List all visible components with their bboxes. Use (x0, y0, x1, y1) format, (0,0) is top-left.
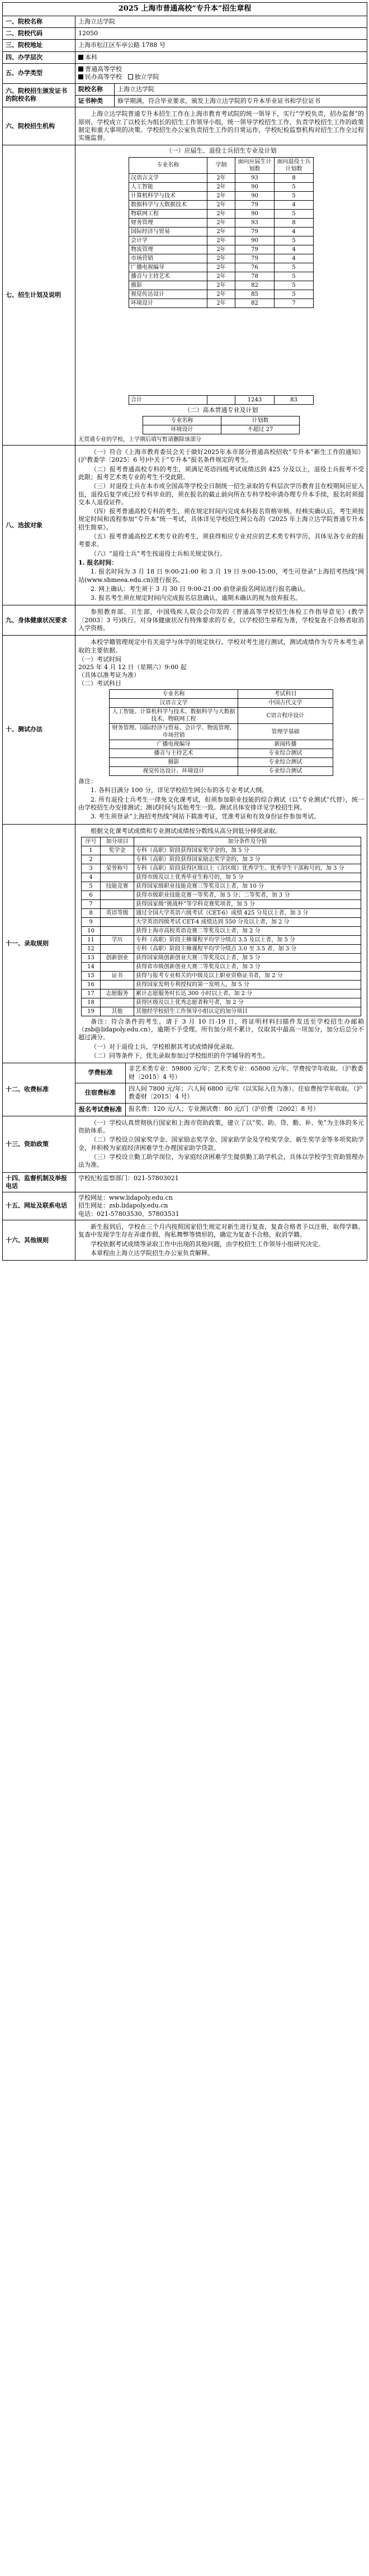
plan-veteran: 7 (275, 299, 314, 307)
bonus-row (82, 989, 361, 998)
org-text: 上海立达学院普通专升本招生工作在上海市教育考试院的统一领导下，实行“学校负责，招办监督”的原则，学校成立了以校长为组长的招生工作领导小组，统一领导学校招生工作，负责学校招生工作的政策制定和重大事项的决策。学校招生办公室负责招生工作的日常运作，学校纪检监察机构对招生工作全过程实施监督。 (78, 110, 365, 142)
admission-paragraph: 备注：符合条件的考生，请于 3 月 10 日-19 日，将证明材料扫描件发送至学校招生办邮箱（zsb@lidapoly.edu.cn），逾期不予受理。所有加分项不累计，仅取其中最高一项加分，加分后总分不超过满分。 (78, 1017, 365, 1041)
plan-major: 财务管理 (129, 218, 207, 227)
bonus-condition: 专科（高职）阶段获得区级以上（含区级）优秀学生、优秀学生干部称号的，加 3 分 (134, 864, 361, 873)
plan-row (129, 227, 314, 236)
health-label: 九、身体健康状况要求 (3, 605, 75, 636)
cert-type-label: 证书种类 (75, 96, 115, 107)
targets-label: 八、选拔对象 (3, 446, 75, 605)
plan-header-veteran: 面向退役士兵计划数 (275, 157, 314, 173)
exam-row (110, 708, 333, 724)
plan-years: 2年 (207, 299, 235, 307)
plan-fresh: 78 (235, 272, 275, 281)
bonus-no: 4 (82, 873, 101, 882)
admission-intro: 根据文化课考试成绩和专业测试成绩按分数线从高分到低分择优录取。 (91, 827, 281, 835)
targets-reg-title: 1. 报名时间： (78, 558, 118, 566)
bonus-no: 11 (82, 935, 101, 944)
school-name-value: 上海立达学院 (75, 16, 367, 27)
bonus-condition: 专科（高职）阶段主修课程平均学分绩点 3.0 至 3.5 者，加 3 分 (134, 944, 361, 953)
plan-total-years (207, 395, 235, 404)
other-label: 十六、其他规则 (3, 1220, 75, 1261)
exam-remark: 3. 考生须登录“上海招考热线”网站下载准考证，凭准考证和有效身份证件参加考试。 (91, 813, 320, 821)
exam-subjects-title: （二）考试科目 (78, 679, 121, 687)
bonus-header-cond: 加分条件及分值 (134, 837, 361, 846)
exam-subject: 专业综合测试 (238, 749, 333, 758)
type-checkbox-3 (128, 74, 133, 79)
fee-row (75, 1063, 367, 1083)
exam-major: 视觉传达设计、环境设计 (110, 767, 238, 776)
plan-total-table (129, 395, 314, 405)
exam-subject: 中国古代文学 (238, 699, 333, 708)
school-code-value: 12050 (75, 28, 367, 40)
plan-major: 广播电视编导 (129, 263, 207, 272)
aid-paragraph: （三）学校设立勤工助学岗位，为家庭经济困难学生提供勤工助学机会，具体以学校学生资助管理办法为准。 (78, 1153, 365, 1169)
aid-paragraph: （一）学校认真贯彻执行国家和上海市资助政策，建立了以“奖、助、贷、勤、补、免”为主体的多元资助体系。 (78, 1119, 365, 1135)
exam-row (110, 767, 333, 776)
other-cell (75, 1220, 367, 1261)
targets-paragraph: （四）报考普通高校专科的考生，须在规定时间内完成本科报名资格审核。经核实确认后，考生须按规定时间和流程参加“专升本”统一考试，具体详见学校招生网公布的《2025 年上海立达学院普通专升本招生简章》。 (78, 508, 365, 531)
bonus-item: 英语等级 (101, 908, 134, 917)
exam-major: 财务管理、国际经济与贸易、会计学、物流管理、市场营销 (110, 724, 238, 740)
plan-years: 2年 (207, 191, 235, 200)
bonus-row (82, 846, 361, 855)
plan-label: 七、招生计划及说明 (3, 145, 75, 446)
bonus-row (82, 873, 361, 882)
bonus-item: 学历 (101, 935, 134, 944)
plan-spacer (78, 310, 364, 394)
aid-paragraph: （二）学校设立国家奖学金、国家励志奖学金、国家助学金及学校奖学金、新生奖学金等多项奖助学金，并积极为家庭经济困难学生办理国家助学贷款。 (78, 1136, 365, 1152)
bonus-row (82, 944, 361, 953)
plan-years: 2年 (207, 281, 235, 290)
guanting-header-count: 计划数 (221, 416, 300, 425)
bonus-item: 技能竞赛 (101, 882, 134, 891)
bonus-row (82, 998, 361, 1007)
other-paragraph: 本章程由上海立达学院招生办公室负责解释。 (91, 1249, 214, 1257)
bonus-no: 18 (82, 998, 101, 1007)
plan-fresh: 90 (235, 209, 275, 218)
plan-sub1-title: （一）应届生、退役士兵招生专业及计划 (165, 147, 277, 155)
plan-note: 无贯通专业的学校，上学期后填写暂请删除该部分 (78, 437, 201, 443)
guanting-table (143, 416, 300, 434)
charter-table (2, 2, 367, 1261)
bonus-item: 证书 (101, 971, 134, 980)
exam-cell (75, 636, 367, 824)
plan-major: 视觉传达设计 (129, 290, 207, 299)
health-cell (75, 605, 367, 636)
targets-paragraph: （一）符合《上海市教育委员会关于做好2025年本市部分普通高校招收“专升本”新生工作的通知》(沪教委学〔2025〕6 号)中关于“专升本”报名条件规定的考生。 (78, 448, 365, 464)
plan-row (129, 299, 314, 307)
plan-fresh: 90 (235, 191, 275, 200)
plan-header-fresh: 面向应届生计划数 (235, 157, 275, 173)
bonus-condition: 获得省市级创新创业大赛二等奖及以上者，加 3 分 (134, 962, 361, 971)
bonus-no: 15 (82, 971, 101, 980)
bonus-row (82, 953, 361, 962)
targets-paragraph: （六）“退役士兵”考生按退役士兵相关规定执行。 (91, 550, 226, 557)
bonus-row (82, 917, 361, 926)
plan-row (129, 209, 314, 218)
type-option-1: 普通高等学校 (85, 65, 122, 73)
plan-years: 2年 (207, 245, 235, 254)
exam-subject: C语言程序设计 (238, 708, 333, 724)
plan-fresh: 79 (235, 245, 275, 254)
guanting-major: 环境设计 (143, 425, 221, 434)
admission-paragraph: （二）同等条件下，优先录取参加过学校组织的升学辅导的考生。 (91, 1052, 269, 1060)
targets-reg-item: 2. 网上确认：考生须于 3 月 30 日 9:00-21:00 前登录报名网站进行报名确认。 (91, 585, 310, 593)
plan-major: 物流管理 (129, 245, 207, 254)
plan-major: 计算机科学与技术 (129, 191, 207, 200)
bonus-header-item: 加分项目 (101, 837, 134, 846)
bonus-row (82, 882, 361, 891)
exam-row (110, 758, 333, 767)
bonus-item (101, 873, 134, 882)
bonus-no: 2 (82, 855, 101, 864)
fee-text: 报名费：120 元/人；专业测试费：80 元/门（沪价费〔2002〕8 号） (129, 1105, 319, 1112)
plan-veteran: 5 (275, 272, 314, 281)
admission-paragraph: （一）对于退役士兵，学校根据其考试成绩择优录取。 (91, 1043, 238, 1050)
bonus-row (82, 864, 361, 873)
exam-remark: 1. 各科目满分 100 分，详见学校招生网公布的各专业考试大纲。 (91, 787, 268, 794)
school-name-label: 一、院校名称 (3, 16, 75, 27)
plan-fresh: 82 (235, 299, 275, 307)
plan-row (129, 290, 314, 299)
type-cell (75, 64, 367, 84)
exam-row (110, 740, 333, 749)
exam-major: 汉语言文学 (110, 699, 238, 708)
bonus-condition: 获得与报考专业相关的中级及以上职业资格证书者，加 2 分 (134, 971, 361, 980)
supervise-value: 学校纪检监察部门：021-57803021 (75, 1172, 367, 1192)
bonus-condition: 获得国家级“挑战杯”等学科竞赛奖项者，加 5 分 (134, 899, 361, 908)
bonus-item (101, 917, 134, 926)
plan-row (129, 236, 314, 245)
exam-major: 人工智能、计算机科学与技术、数据科学与大数据技术、物联网工程 (110, 708, 238, 724)
bonus-condition: 获得区级及以上优秀志愿者称号者，加 2 分 (134, 998, 361, 1007)
plan-years: 2年 (207, 218, 235, 227)
bonus-condition: 专科（高职）阶段主修课程平均学分绩点 3.5 及以上者，加 5 分 (134, 935, 361, 944)
exam-time-value: 2025 年 4 月 12 日（星期六）9:00 起 (78, 664, 187, 671)
fee-label: 学费标准 (75, 1063, 126, 1083)
plan-years: 2年 (207, 254, 235, 263)
plan-row (129, 245, 314, 254)
level-label: 四、办学层次 (3, 51, 75, 63)
exam-time-title: （一）考试时间 (78, 655, 121, 663)
bonus-no: 9 (82, 917, 101, 926)
bonus-item (101, 944, 134, 953)
plan-cell (75, 145, 367, 446)
targets-cell (75, 446, 367, 605)
type-checkbox-2 (78, 74, 83, 79)
plan-row (129, 254, 314, 263)
level-cell (75, 51, 367, 63)
exam-time-note: （具体以准考证为准） (78, 671, 140, 679)
plan-row (129, 281, 314, 290)
plan-veteran: 5 (275, 281, 314, 290)
guanting-header-major: 专业名称 (143, 416, 221, 425)
exam-subject: 专业综合测试 (238, 767, 333, 776)
aid-label: 十三、资助政策 (3, 1116, 75, 1172)
plan-fresh: 93 (235, 173, 275, 182)
plan-fresh: 90 (235, 182, 275, 191)
bonus-item (101, 855, 134, 864)
bonus-item: 其他 (101, 1007, 134, 1016)
plan-row (129, 218, 314, 227)
plan-total-fresh: 1243 (235, 395, 275, 404)
exam-major: 摄影 (110, 758, 238, 767)
fees-label: 十二、收费标准 (3, 1063, 75, 1116)
bonus-item: 创新创业 (101, 953, 134, 962)
cert-label: 六、院校招生颁发证书的院校名称 (3, 83, 75, 107)
other-paragraph: 学校依据考试成绩等录取工作中出现的其他问题，由学校招生工作领导小组研究决定。 (91, 1240, 324, 1248)
plan-major: 数据科学与大数据技术 (129, 200, 207, 209)
level-checkbox (78, 55, 83, 60)
cert-school-label: 院校名称 (75, 84, 115, 95)
bonus-condition: 通过全国大学英语六级考试（CET-6）成绩 425 分及以上者，加 3 分 (134, 908, 361, 917)
bonus-condition: 获得市级及以上优秀毕业生称号的，加 5 分 (134, 873, 361, 882)
school-code-label: 二、院校代码 (3, 28, 75, 40)
plan-years: 2年 (207, 227, 235, 236)
plan-major: 国际经济与贸易 (129, 227, 207, 236)
fee-label: 住宿费标准 (75, 1083, 126, 1103)
fee-row (75, 1104, 367, 1116)
plan-row (129, 191, 314, 200)
bonus-condition: 获得国家级创新创业大赛三等奖及以上者，加 5 分 (134, 953, 361, 962)
guanting-count: 不超过 27 (221, 425, 300, 434)
plan-major: 人工智能 (129, 182, 207, 191)
bonus-item (101, 980, 134, 989)
exam-major: 播音与主持艺术 (110, 749, 238, 758)
bonus-row (82, 962, 361, 971)
plan-row (129, 200, 314, 209)
bonus-no: 3 (82, 864, 101, 873)
contact-label: 十五、网址及联系电话 (3, 1192, 75, 1220)
bonus-no: 5 (82, 882, 101, 891)
exam-row (110, 724, 333, 740)
plan-row (129, 173, 314, 182)
type-option-2: 民办高等学校 (85, 73, 122, 81)
plan-veteran: 4 (275, 200, 314, 209)
bonus-no: 1 (82, 846, 101, 855)
fee-row (75, 1083, 367, 1104)
plan-fresh: 85 (235, 290, 275, 299)
bonus-item (101, 899, 134, 908)
exam-intro: 本校学籍管理规定中有关退学与休学的规定执行。学校对考生进行测试，测试成绩作为专升本考生录取的主要依据。 (78, 638, 365, 654)
plan-fresh: 90 (235, 236, 275, 245)
bonus-item (101, 998, 134, 1007)
bonus-condition: 获得国家发明专利授权的第一发明人，加 5 分 (134, 980, 361, 989)
fee-text: 四人间 7800 元/年；六人间 6800 元/年（以实际入住为准）。住宿费按学年收取。（沪教委财〔2015〕4 号） (129, 1085, 363, 1101)
plan-fresh: 76 (235, 263, 275, 272)
plan-veteran: 4 (275, 227, 314, 236)
targets-reg-item: 1. 报名时间为 3 月 18 日 9:00-21:00 和 3 月 19 日 9:00-15:00，考生可登录“上海招考热线”网站(www.shmeea.edu.cn)进行报名。 (78, 568, 365, 584)
plan-years: 2年 (207, 272, 235, 281)
bonus-item: 荣誉称号 (101, 864, 134, 873)
bonus-condition: 专科（高职）阶段获得国家奖学金的，加 5 分 (134, 846, 361, 855)
plan-row (129, 263, 314, 272)
plan-veteran: 5 (275, 290, 314, 299)
contact-cell (75, 1192, 367, 1220)
exam-header-subject: 考试科目 (238, 690, 333, 699)
type-label: 五、办学类型 (3, 64, 75, 84)
exam-subject: 专业综合测试 (238, 758, 333, 767)
plan-years: 2年 (207, 200, 235, 209)
cert-school-value: 上海立达学院 (117, 85, 154, 93)
contact-website: 学校网址：www.lidapoly.edu.cn (78, 1194, 173, 1202)
exam-remarks-title: 备注： (78, 778, 97, 785)
bonus-row (82, 980, 361, 989)
exam-label: 十、测试办法 (3, 636, 75, 824)
bonus-condition: 累计志愿服务时长达 300 小时以上者，加 2 分 (134, 989, 361, 998)
address-value: 上海市松江区车亭公路 1788 号 (75, 40, 367, 51)
plan-header-years: 学制 (207, 157, 235, 173)
exam-major: 广播电视编导 (110, 740, 238, 749)
plan-years: 2年 (207, 173, 235, 182)
charter-document (2, 2, 367, 1261)
bonus-row (82, 891, 361, 899)
bonus-no: 16 (82, 980, 101, 989)
plan-years: 2年 (207, 263, 235, 272)
plan-total-veteran: 83 (275, 395, 314, 404)
bonus-header-no: 序号 (82, 837, 101, 846)
plan-total-label: 合计 (129, 395, 207, 404)
contact-admission-site: 招生网址：zsb.lidapoly.edu.cn (78, 1202, 168, 1210)
exam-row (110, 699, 333, 708)
plan-row (129, 272, 314, 281)
plan-veteran: 8 (275, 173, 314, 182)
bonus-no: 7 (82, 899, 101, 908)
bonus-item: 奖学金 (101, 846, 134, 855)
targets-reg-item: 3. 报名考生须在规定时间内完成报名信息确认，逾期未确认的视为放弃报名。 (91, 594, 301, 602)
exam-table (109, 689, 333, 776)
exam-row (110, 749, 333, 758)
plan-fresh: 79 (235, 227, 275, 236)
plan-veteran: 5 (275, 182, 314, 191)
bonus-no: 8 (82, 908, 101, 917)
exam-remark: 2. 所有退役士兵考生一律免文化课考试，但须参加职业技能的综合测试（以“专业测试”代替），统一由学校招生办安排测试；测试时间与其他考生一致。测试具体安排详见学校招生网。 (78, 795, 365, 811)
plan-major: 物联网工程 (129, 209, 207, 218)
plan-major: 环境设计 (129, 299, 207, 307)
plan-years: 2年 (207, 236, 235, 245)
bonus-row (82, 971, 361, 980)
bonus-item (101, 962, 134, 971)
level-value: 本科 (85, 53, 97, 61)
fees-cell (75, 1063, 367, 1116)
health-text: 参照教育部、卫生部、中国残疾人联合会印发的《普通高等学校招生体检工作指导意见》(教学〔2003〕3 号)执行。对身体健康状况有特殊要求的专业，以学校招生章程为准，学校复查不合格者取消入学资格。 (78, 608, 365, 632)
cert-school-cell (75, 83, 367, 95)
plan-veteran: 4 (275, 245, 314, 254)
plan-veteran: 5 (275, 209, 314, 218)
exam-header-major: 专业名称 (110, 690, 238, 699)
charter-title: 2025 上海市普通高校“专升本”招生章程 (3, 3, 367, 16)
admission-cell (75, 824, 367, 1063)
type-checkbox-1 (78, 67, 83, 72)
targets-paragraph: （三）对退役士兵在本市或全国高等学校全日制统一招生录取的专科层次学历教育且在校期间应征入伍，退役后复学或已经专科毕业的，须在报名的截止前向所在专科学校申请办理专升本手续，报名时须提交本人退役证件。 (78, 482, 365, 506)
plan-veteran: 5 (275, 263, 314, 272)
org-cell (75, 107, 367, 145)
targets-paragraph: （五）报考普通高校艺术类专业的考生，须获得相应专业对应的艺术类专科学历，具体见各专业的报考要求。 (78, 533, 365, 548)
plan-major: 会计学 (129, 236, 207, 245)
bonus-row (82, 926, 361, 935)
fee-label: 报名考试费标准 (75, 1104, 126, 1116)
bonus-row (82, 855, 361, 864)
plan-years: 2年 (207, 290, 235, 299)
plan-veteran: 5 (275, 236, 314, 245)
org-label: 六、院校招生机构 (3, 107, 75, 145)
bonus-table (81, 837, 361, 1016)
bonus-row (82, 908, 361, 917)
plan-row (129, 182, 314, 191)
bonus-condition: 获得市级职业技能竞赛一等奖者，加 5 分；二等奖者，加 3 分 (134, 891, 361, 899)
bonus-row (82, 935, 361, 944)
plan-veteran: 8 (275, 218, 314, 227)
bonus-no: 19 (82, 1007, 101, 1016)
contact-phone: 电话：021-57803530、57803531 (78, 1210, 179, 1218)
bonus-no: 6 (82, 891, 101, 899)
fee-text: 非艺术类专业：59800 元/年；艺术类专业：65800 元/年。学费按学年收取。（沪教委财〔2015〕4 号） (129, 1065, 363, 1081)
plan-table (129, 157, 314, 308)
type-option-3: 独立学院 (134, 73, 159, 81)
bonus-no: 17 (82, 989, 101, 998)
supervise-label: 十四、监督机制及举报电话 (3, 1172, 75, 1192)
cert-type-cell (75, 95, 367, 107)
bonus-item: 志愿服务 (101, 989, 134, 998)
plan-veteran: 5 (275, 191, 314, 200)
admission-label: 十一、录取规则 (3, 824, 75, 1063)
bonus-condition: 大学英语四级考试 CET-4 成绩达到 550 分及以上者，加 2 分 (134, 917, 361, 926)
exam-subject: 管理学基础 (238, 724, 333, 740)
plan-fresh: 93 (235, 218, 275, 227)
bonus-row (82, 1007, 361, 1016)
plan-sub2-title: （二）高本贯通专业及计划 (184, 406, 258, 414)
plan-major: 市场营销 (129, 254, 207, 263)
exam-subject: 新闻传播 (238, 740, 333, 749)
bonus-condition: 获得上海市高校英语竞赛二等奖及以上者，加 2 分 (134, 926, 361, 935)
bonus-no: 14 (82, 962, 101, 971)
plan-years: 2年 (207, 182, 235, 191)
plan-header-major: 专业名称 (129, 157, 207, 173)
plan-fresh: 82 (235, 281, 275, 290)
plan-major: 播音与主持艺术 (129, 272, 207, 281)
bonus-no: 12 (82, 944, 101, 953)
bonus-condition: 其他经学校招生工作领导小组认定的加分项目 (134, 1007, 361, 1016)
bonus-no: 13 (82, 953, 101, 962)
bonus-no: 10 (82, 926, 101, 935)
other-paragraph: 新生报到后，学校在三个月内按照国家招生规定对新生进行复查，复查合格者予以注册，取得学籍。复查中发现学生存在弄虚作假、徇私舞弊等情形的，确定为复查不合格，取消学籍。 (78, 1223, 365, 1239)
targets-paragraph: （二）报考普通高校专科的考生，须满足英语四级考试成绩达到 425 分及以上，退役士兵报考不受此限；报考艺术类专业的考生不受此限。 (78, 465, 365, 481)
bonus-item (101, 891, 134, 899)
plan-veteran: 4 (275, 254, 314, 263)
aid-cell (75, 1116, 367, 1172)
cert-type-value: 修学期满，符合毕业要求，颁发上海立达学院的专升本毕业证书和学位证书 (117, 97, 320, 105)
plan-years: 2年 (207, 209, 235, 218)
bonus-row (82, 899, 361, 908)
plan-major: 汉语言文学 (129, 173, 207, 182)
plan-major: 摄影 (129, 281, 207, 290)
bonus-condition: 专科（高职）阶段获得国家励志奖学金的，加 3 分 (134, 855, 361, 864)
address-label: 三、院校地址 (3, 40, 75, 51)
plan-fresh: 79 (235, 200, 275, 209)
bonus-item (101, 926, 134, 935)
plan-fresh: 79 (235, 254, 275, 263)
bonus-condition: 获得国家级职业技能竞赛三等奖及以上者，加 10 分 (134, 882, 361, 891)
